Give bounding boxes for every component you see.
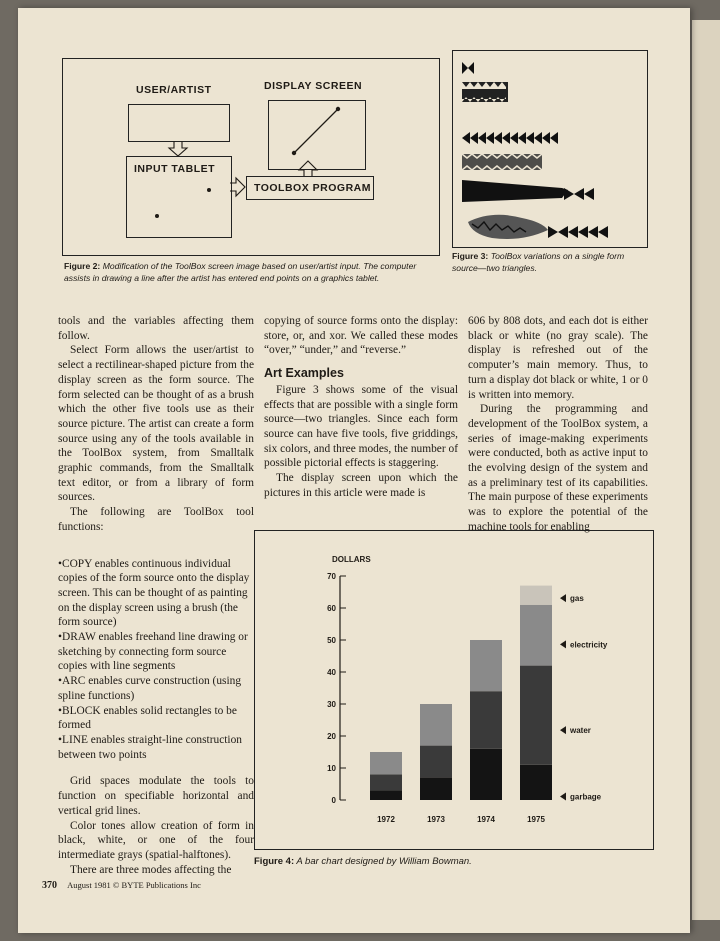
column-3 — [468, 314, 648, 535]
y-tick-label: 0 — [331, 796, 336, 805]
bullet-draw: •DRAW enables freehand line drawing or sketching by connecting form source copies with line segments — [58, 631, 248, 673]
x-tick-label: 1975 — [527, 815, 545, 824]
bullet-arc: •ARC enables curve construction (using spline functions) — [58, 675, 242, 702]
col2-para-1: copying of source forms onto the display: store, or, and xor. We called these modes “over,” “under,” and “reverse.” — [264, 315, 458, 357]
figure4-caption-text: A bar chart designed by William Bowman. — [296, 856, 472, 867]
legend-label-electricity: electricity — [570, 640, 608, 650]
legend-label-garbage: garbage — [570, 792, 602, 802]
col2-para-3: The display screen upon which the pictures in this article were made is — [264, 472, 458, 499]
toolbox-program-label: TOOLBOX PROGRAM — [254, 182, 371, 194]
y-tick-label: 60 — [327, 604, 336, 613]
bullet-block: •BLOCK enables solid rectangles to be formed — [58, 704, 237, 732]
y-tick-label: 30 — [327, 700, 336, 709]
col1-para-5: Color tones allow creation of form in black, white, or one of the four intermediate grays (spatial-halftones). — [58, 819, 254, 861]
art-examples-heading: Art Examples — [264, 366, 344, 381]
legend-label-gas: gas — [570, 594, 584, 604]
pattern-row-2 — [462, 132, 558, 144]
x-tick-label: 1973 — [427, 815, 445, 824]
page-number: 370 — [42, 880, 57, 891]
col1-para-6: There are three modes affecting the — [70, 863, 232, 876]
bar-segment-garbage — [370, 790, 402, 800]
figure4-caption — [254, 856, 652, 868]
user-artist-label: USER/ARTIST — [136, 84, 212, 96]
next-page-edge — [692, 20, 720, 920]
pattern-row-5 — [468, 215, 608, 239]
magazine-page — [18, 8, 690, 933]
bar-segment-water — [370, 774, 402, 790]
bar-segment-electricity — [370, 752, 402, 774]
page-footer — [42, 880, 201, 891]
figure4-bar-chart — [254, 530, 652, 848]
figure2-caption — [64, 260, 436, 284]
bar-segment-electricity — [420, 704, 452, 746]
bar-segment-electricity — [520, 605, 552, 666]
col1-para-2: Select Form allows the user/artist to select a rectilinear-shaped picture from the display screen as the form source. The form selected can be thought of as a brush which the other five tools use as their source picture. The artist can create a form source using any of the tools available in the ToolBox system, from Smalltalk graphic commands, from the Smalltalk text editor, or from a library of form sources. — [58, 344, 254, 504]
col1-para-4: Grid spaces modulate the tools to function on specifiable horizontal and vertical grid lines. — [58, 775, 254, 817]
figure3-triangle-patterns — [452, 50, 646, 246]
legend-pointer-electricity — [560, 640, 566, 648]
pattern-row-1 — [458, 82, 508, 102]
bar-segment-garbage — [470, 749, 502, 800]
legend-pointer-water — [560, 726, 566, 734]
y-tick-label: 40 — [327, 668, 336, 677]
x-tick-label: 1972 — [377, 815, 395, 824]
legend-pointer-garbage — [560, 792, 566, 800]
bar-segment-gas — [520, 586, 552, 605]
col3-para-2: During the programming and development of the ToolBox system, a series of image-making experiments were conducted, both as active input to the evolving design of the system and as a preliminary test of its capabilities. The main purpose of these experiments was to explore the potential of the machine tools for enabling — [468, 403, 648, 533]
figure2-caption-text: Modification of the ToolBox screen image based on user/artist input. The computer assists in drawing a line after the artist has entered end points on a graphics tablet. — [64, 261, 417, 283]
legend-pointer-gas — [560, 594, 566, 602]
y-tick-label: 50 — [327, 636, 336, 645]
figure2-caption-label: Figure 2: — [64, 261, 101, 271]
bar-segment-garbage — [520, 765, 552, 800]
bar-segment-water — [520, 666, 552, 765]
pattern-row-3 — [462, 154, 542, 170]
bullet-line: •LINE enables straight-line construction between two points — [58, 733, 242, 761]
y-axis-label: DOLLARS — [332, 555, 371, 564]
figure3-caption-text: ToolBox variations on a single form source—two triangles. — [452, 251, 625, 273]
bar-segment-garbage — [420, 778, 452, 800]
col2-para-2: Figure 3 shows some of the visual effects that are possible with a single form source—two triangles. Since each form source can have five tools, five griddings, six colors, and three modes, the number of possible pictorial effects is staggering. — [264, 383, 458, 470]
y-tick-label: 70 — [327, 572, 336, 581]
figure3-caption — [452, 250, 646, 274]
pattern-row-4 — [462, 180, 594, 202]
legend-label-water: water — [570, 726, 591, 736]
x-tick-label: 1974 — [477, 815, 495, 824]
input-tablet-label: INPUT TABLET — [134, 163, 216, 175]
y-tick-label: 20 — [327, 732, 336, 741]
display-screen-label: DISPLAY SCREEN — [264, 80, 363, 92]
figure3-caption-label: Figure 3: — [452, 251, 489, 261]
figure4-caption-label: Figure 4: — [254, 856, 295, 867]
col3-para-1: 606 by 808 dots, and each dot is either black or white (no gray scale). The display is refreshed out of the computer’s main memory. Thus, to turn a display dot black or white, 1 or 0 is written into memory. — [468, 315, 648, 401]
column-2 — [264, 314, 458, 500]
col1-para-1: tools and the variables affecting them follow. — [58, 315, 254, 342]
footer-text: August 1981 © BYTE Publications Inc — [67, 880, 201, 890]
bullet-copy: •COPY enables continuous individual copies of the form source onto the display screen. This can be thought of as painting on the display screen using a brush (the form source) — [58, 557, 250, 629]
y-tick-label: 10 — [327, 764, 336, 773]
bar-segment-water — [470, 691, 502, 749]
col1-para-3: The following are ToolBox tool functions: — [58, 506, 254, 533]
bar-segment-water — [420, 746, 452, 778]
bar-segment-electricity — [470, 640, 502, 691]
column-1 — [58, 314, 254, 877]
